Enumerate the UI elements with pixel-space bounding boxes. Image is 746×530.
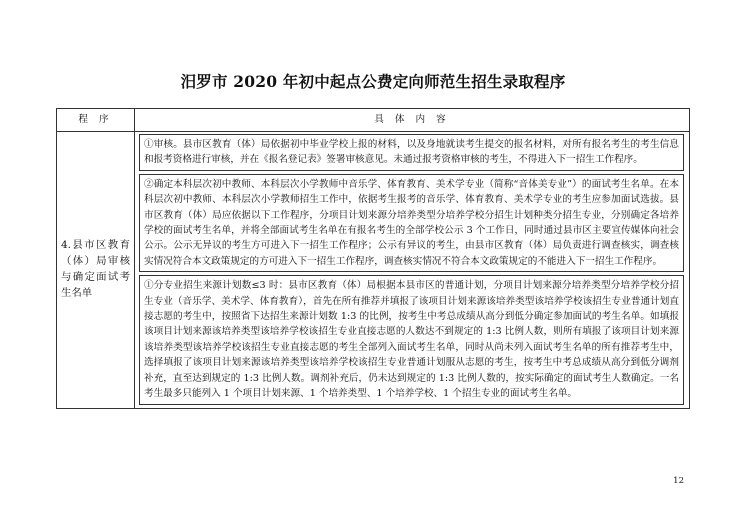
content-paragraph-interview-list: ②确定本科层次初中教师、本科层次小学教师中音乐学、体育教育、美术学专业（简称“音体美专业”）的面试考生名单。在本科层次初中教师、本科层次小学教师招生工作中，依据考生报考的音乐学、体育教育、美术学专业的考生应参加面试选拔。县市区教育（体）局应依据以下工作程序，分项目计划来源分培养类型分培养学校分招生计划种类分招生专业，分别确定各培养学校的面试考生名单，并将全部面试考生名单在有报名考生的全部学校公示 3 个工作日，同时通过县市区主要宣传媒体向社会公示。公示无异议的考生方可进入下一招生工作程序；公示有异议的考生，由县市区教育（体）局负责进行调查核实，调查核实情况符合本文政策规定的方可进入下一招生工作程序，调查核实情况不符合本文政策规定的不能进入下一招生工作程序。	[139, 174, 684, 272]
program-cell: 4.县市区教育（体）局审核与确定面试考生名单	[57, 132, 135, 409]
page-title: 汨罗市 2020 年初中起点公费定向师范生招生录取程序	[180, 72, 566, 91]
procedure-table	[56, 108, 690, 409]
table-row	[57, 132, 690, 409]
content-paragraph-quota-rule: ①分专业招生来源计划数≤3 时：县市区教育（体）局根据本县市区的普通计划，分项目计划来源分培养类型分培养学校分招生专业（音乐学、美术学、体育教育），首先在所有推荐并填报了该项目计划来源该培养类型该培养学校该招生专业普通计划直接志愿的考生中，按照省下达招生来源计划数 1:3 的比例，按考生中考总成绩从高分到低分确定参加面试的考生名单。如填报该项目计划来源该培养类型该培养学校该招生专业直接志愿的人数达不到规定的 1:3 比例人数，则所有填报了该项目计划来源该培养类型该培养学校该招生专业直接志愿的考生全部列入面试考生名单，同时从尚未列入面试考生名单的所有推荐考生中，选择填报了该项目计划来源该培养类型该培养学校该招生专业普通计划服从志愿的考生，按考生中考总成绩从高分到低分调剂补充，直至达到规定的 1:3 比例人数。调剂补充后，仍未达到规定的 1:3 比例人数的，按实际确定的面试考生人数确定。一名考生最多只能列入 1 个项目计划来源、1 个培养类型、1 个培养学校、1 个招生专业的面试考生名单。	[139, 275, 684, 404]
content-cell	[135, 132, 690, 409]
content-paragraph-review: ①审核。县市区教育（体）局依据初中毕业学校上报的材料，以及身地就读考生提交的报名材料，对所有报名考生的考生信息和报考资格进行审核，并在《报名登记表》签署审核意见。未通过报考资格审核的考生，不得进入下一招生工作程序。	[139, 134, 684, 171]
header-program: 程 序	[57, 109, 135, 132]
header-content: 具 体 内 容	[135, 109, 690, 132]
page-number: 12	[673, 476, 684, 486]
table-header-row	[57, 109, 690, 132]
